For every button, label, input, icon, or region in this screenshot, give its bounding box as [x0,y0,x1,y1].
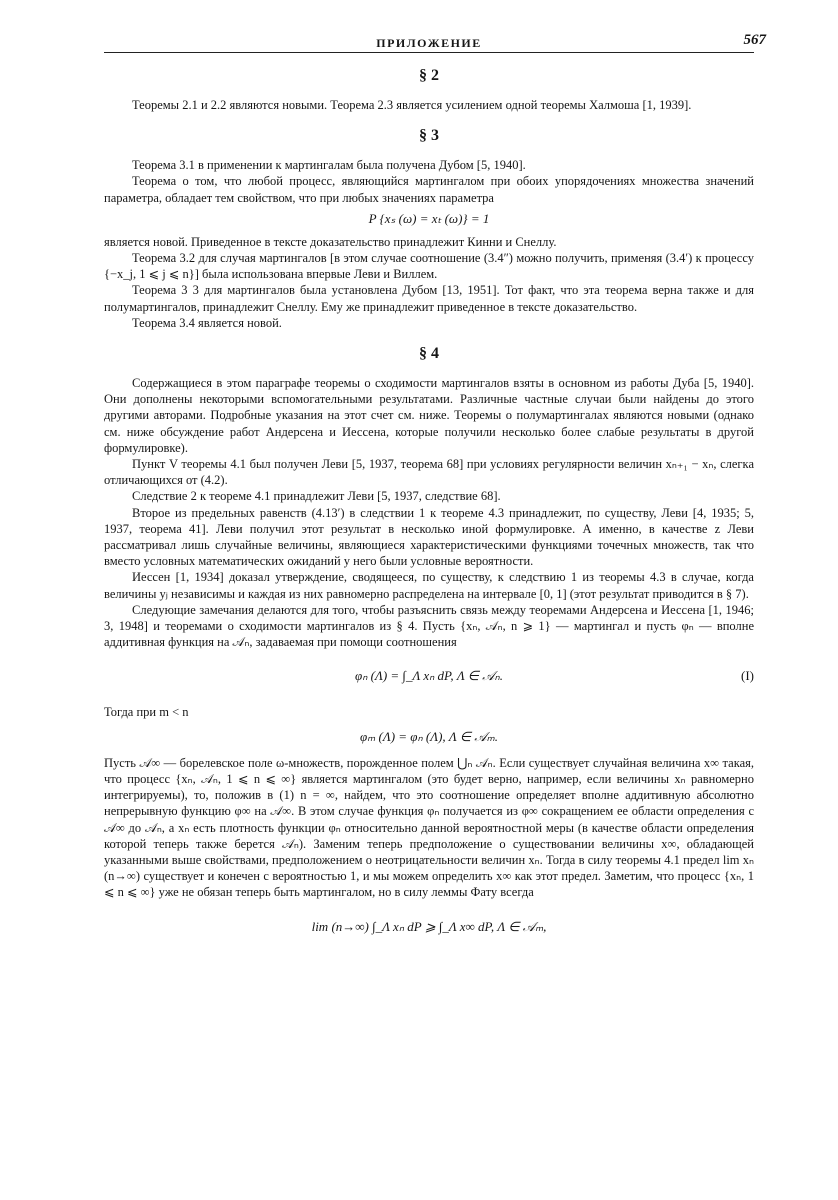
paragraph: Содержащиеся в этом параграфе теоремы о сходимости мартингалов взяты в основном из работы Дуба [5, 1940]. Они дополнены некоторыми вспомогательными результатами. Различные частные случаи были найдены до этого другими авторами. Подробные указания на этот счет см. ниже. Теоремы о полумартингалах являются новыми (однако см. ниже обсуждение работ Андерсена и Иессена, которые получили несколько более слабые результаты в другой формулировке). [104,376,754,455]
formula-fatou: lim (n→∞) ∫_Λ xₙ dP ⩾ ∫_Λ x∞ dP, Λ ∈ 𝒜ₘ, [311,918,547,934]
paragraph: Пункт V теоремы 4.1 был получен Леви [5, 1937, теорема 68] при условиях регулярности величин xₙ₊₁ − xₙ, слегка отличающихся от (4.2). [104,457,754,488]
page [104,30,766,955]
formula: P {xₛ (ω) = xₜ (ω)} = 1 [368,210,490,226]
formula-text: φₙ (Λ) = ∫_Λ xₙ dP, Λ ∈ 𝒜ₙ. [355,668,503,684]
running-head: ПРИЛОЖЕНИЕ [376,36,482,50]
section-title-2: § 2 [419,67,439,84]
paragraph: Теорема 3 3 для мартингалов была установлена Дубом [13, 1951]. Тот факт, что эта теорема верна также и для полумартингалов, принадлежит Снеллу. Ему же принадлежит приведенное в тексте доказательство. [104,283,754,314]
paragraph: Теоремы 2.1 и 2.2 являются новыми. Теорема 2.3 является усилением одной теоремы Халмоша [1, 1939]. [132,98,692,112]
paragraph: Теорема 3.4 является новой. [132,315,282,330]
paragraph: Следующие замечания делаются для того, чтобы разъяснить связь между теоремами Андерсена и Иессена [1, 1946; 3, 1948] и теоремами о сходимости мартингалов из § 4. Пусть {xₙ, 𝒜ₙ, n ⩾ 1} — мартингал и пусть φₙ — вполне аддитивная функция на 𝒜ₙ, задаваемая при помощи соотношения [104,602,754,650]
paragraph: Тогда при m < n [104,705,189,720]
paragraph: Теорема о том, что любой процесс, являющийся мартингалом при обоих упорядочениях множества значений параметра, обладает тем свойством, что при любых значениях параметра [104,174,754,205]
page-header [104,30,766,53]
paragraph: Второе из предельных равенств (4.13′) в следствии 1 к теореме 4.3 принадлежит, по существу, Леви [4, 1935; 5, 1937, теорема 41]. Леви получил этот результат в несколько иной формулировке. А именно, в качестве z Леви рассматривал лишь случайные величины, являющиеся характеристическими функциями точечных множеств, так что вместо условных математических ожиданий у него были условные вероятности. [104,505,754,569]
formula-phi-m: φₘ (Λ) = φₙ (Λ), Λ ∈ 𝒜ₘ. [359,728,499,744]
formula-phi-n [104,654,754,698]
section-title-3: § 3 [419,127,439,145]
formula-label: (I) [741,668,754,684]
paragraph: Теорема 3.2 для случая мартингалов [в этом случае соотношение (3.4″) можно получить, применяя (3.4′) к процессу {−x_j, 1 ⩽ j ⩽ n}] была использована впервые Леви и Виллем. [104,251,754,282]
paragraph: Пусть 𝒜∞ — борелевское поле ω-множеств, порожденное полем ⋃ₙ 𝒜ₙ. Если существует случайная величина x∞ такая, что процесс {xₙ, 𝒜ₙ, 1 ⩽ n ⩽ ∞} является мартингалом (это будет верно, например, если величины xₙ равномерно интегрируемы), то, положив в (1) n = ∞, найдем, что это соотношение определяет вполне аддитивную абсолютно непрерывную функцию φ∞ на 𝒜∞. В этом случае функция φₙ получается из φ∞ сокращением ее области определения с 𝒜∞ до 𝒜ₙ, а xₙ есть плотность функции φₙ относительно данной вероятностной меры (в качестве области определения которой теперь также берется 𝒜ₙ). Заменим теперь предположение о существовании величины x∞, обладающей указанными выше свойствами, предположением о неотрицательности величин xₙ. Тогда в силу теоремы 4.1 предел lim xₙ (n→∞) существует и конечен с вероятностью 1, и мы можем определить x∞ как этот предел. Заметим, что процесс {xₙ, 1 ⩽ n ⩽ ∞} уже не обязан теперь быть мартингалом, но в силу леммы Фату всегда [104,755,754,900]
paragraph: является новой. Приведенное в тексте доказательство принадлежит Кинни и Снеллу. [104,234,557,249]
paragraph: Теорема 3.1 в применении к мартингалам была получена Дубом [5, 1940]. [132,158,526,173]
page-number: 567 [743,32,766,48]
paragraph: Иессен [1, 1934] доказал утверждение, сводящееся, по существу, к следствию 1 из теоремы 4.3 в случае, когда величины yⱼ независимы и каждая из них равномерно распределена на интервале [0, 1] (этот результат приводится в § 7). [104,570,754,601]
paragraph: Следствие 2 к теореме 4.1 принадлежит Леви [5, 1937, следствие 68]. [132,489,501,504]
section-title-4: § 4 [419,345,439,363]
